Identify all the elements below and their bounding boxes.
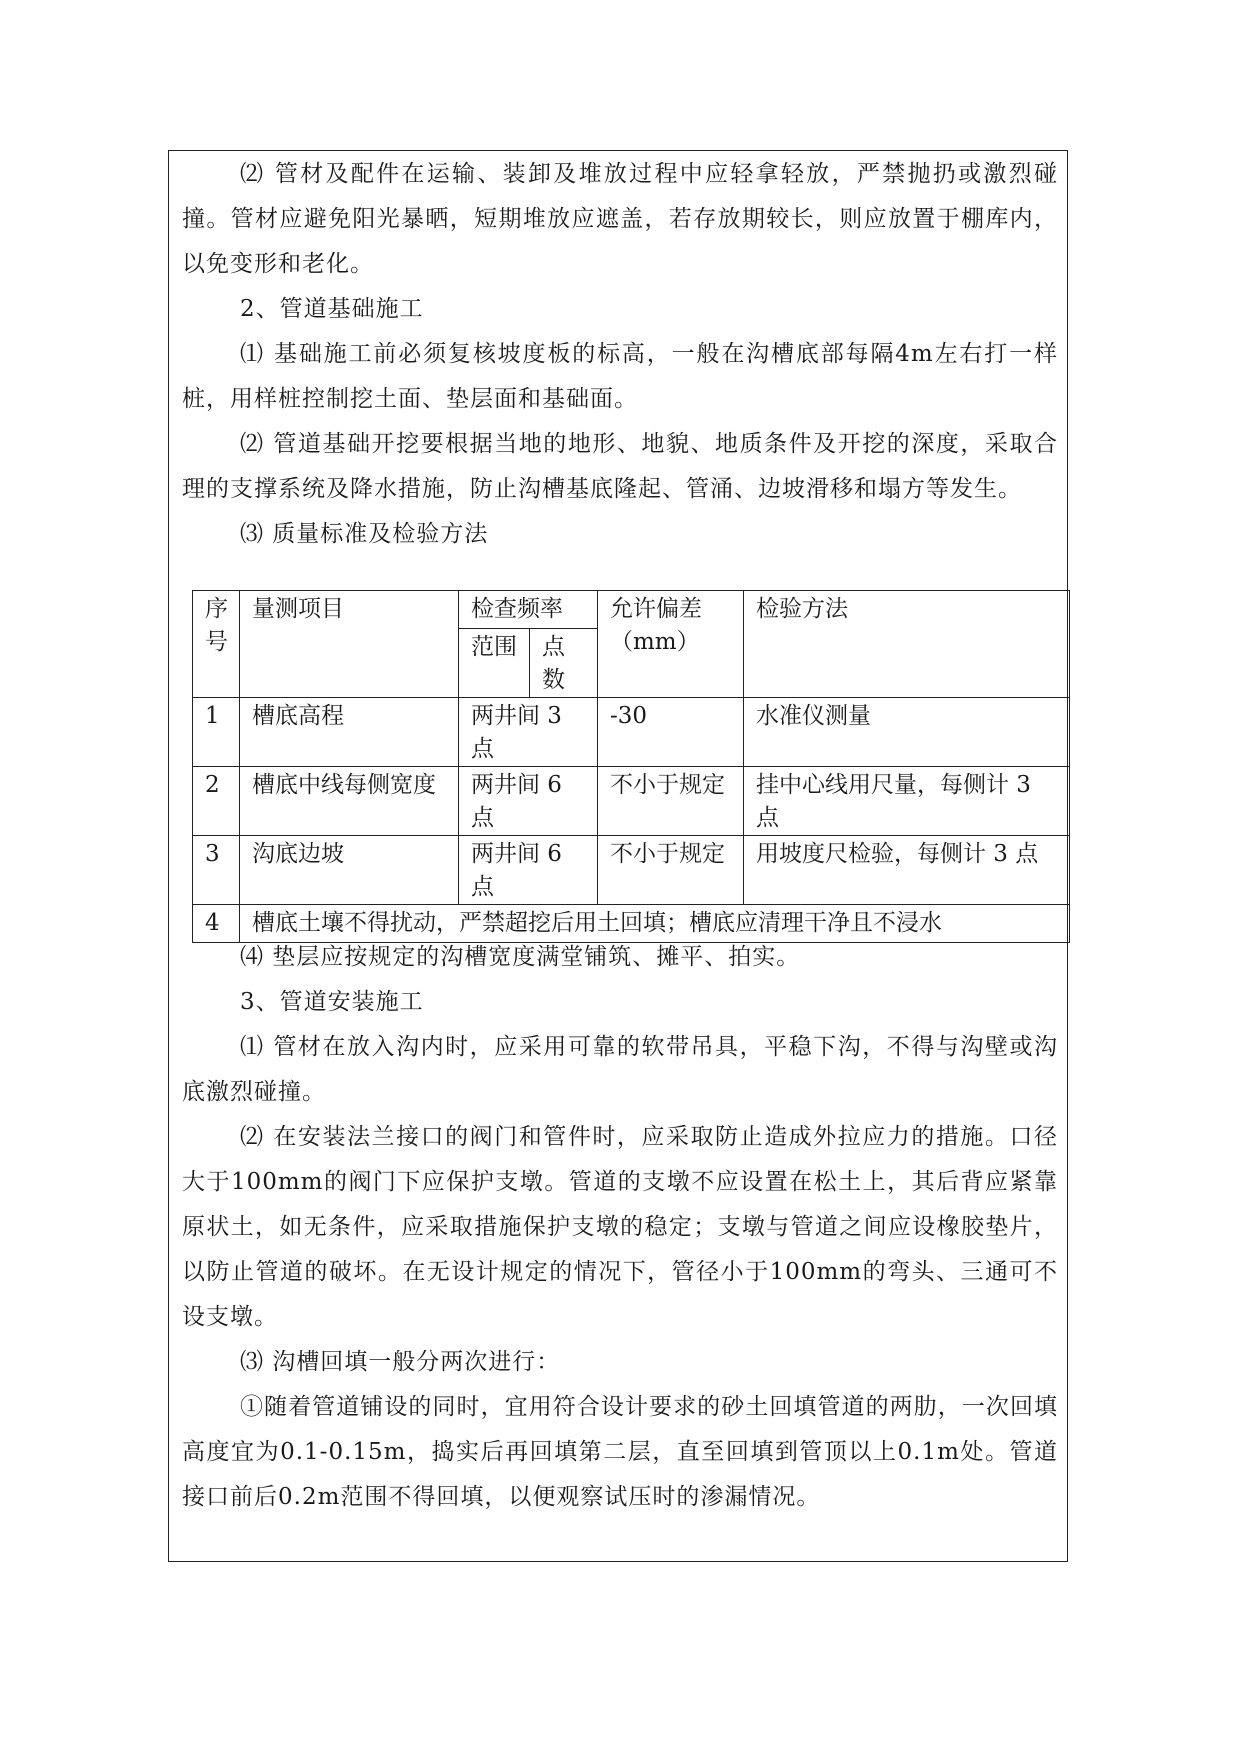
row-note: 槽底土壤不得扰动，严禁超挖后用土回填；槽底应清理干净且不浸水 bbox=[240, 905, 1070, 943]
paragraph-quality-standard: ⑶ 质量标准及检验方法 bbox=[240, 521, 489, 547]
paragraph-pipe-lowering: ⑴ 管材在放入沟内时，应采用可靠的软带吊具，平稳下沟，不得与沟壁或沟底激烈碰撞。 bbox=[182, 1034, 1058, 1105]
table-header-row bbox=[193, 591, 1070, 629]
header-deviation: 允许偏差（mm） bbox=[598, 591, 744, 698]
heading-pipe-installation: 3、管道安装施工 bbox=[240, 989, 424, 1015]
paragraph-flange-valves: ⑵ 在安装法兰接口的阀门和管件时，应采取防止造成外拉应力的措施。口径大于100mm的阀门下应保护支墩。管道的支墩不应设置在松土上，其后背应紧靠原状土，如无条件，应采取措施保护支墩的稳定；支墩与管道之间应设橡胶垫片，以防止管道的破坏。在无设计规定的情况下，管径小于100mm的弯头、三通可不设支墩。 bbox=[182, 1124, 1058, 1330]
table-row bbox=[193, 698, 1070, 767]
row-frequency: 两井间 6 点 bbox=[459, 767, 598, 836]
table-row bbox=[193, 836, 1070, 905]
quality-standard-table bbox=[192, 590, 1070, 943]
row-item: 沟底边坡 bbox=[240, 836, 459, 905]
row-seq: 1 bbox=[193, 698, 240, 767]
row-item: 槽底高程 bbox=[240, 698, 459, 767]
header-range: 范围 bbox=[459, 629, 530, 698]
paragraph-cushion-layer: ⑷ 垫层应按规定的沟槽宽度满堂铺筑、摊平、拍实。 bbox=[240, 944, 801, 970]
row-seq: 4 bbox=[193, 905, 240, 943]
row-deviation: -30 bbox=[598, 698, 744, 767]
header-frequency: 检查频率 bbox=[459, 591, 598, 629]
header-item: 量测项目 bbox=[240, 591, 459, 698]
table-row bbox=[193, 767, 1070, 836]
row-seq: 2 bbox=[193, 767, 240, 836]
header-method: 检验方法 bbox=[744, 591, 1070, 698]
paragraph-foundation-elevation: ⑴ 基础施工前必须复核坡度板的标高，一般在沟槽底部每隔4m左右打一样桩，用样桩控制挖土面、垫层面和基础面。 bbox=[182, 341, 1058, 412]
paragraph-backfill-first: ①随着管道铺设的同时，宜用符合设计要求的砂土回填管道的两肋，一次回填高度宜为0.1-0.15m，捣实后再回填第二层，直至回填到管顶以上0.1m处。管道接口前后0.2m范围不得回填，以便观察试压时的渗漏情况。 bbox=[182, 1394, 1058, 1510]
row-deviation: 不小于规定 bbox=[598, 836, 744, 905]
paragraph-pipe-handling: ⑵ 管材及配件在运输、装卸及堆放过程中应轻拿轻放，严禁抛扔或激烈碰撞。管材应避免阳光暴晒，短期堆放应遮盖，若存放期较长，则应放置于棚库内，以免变形和老化。 bbox=[182, 161, 1058, 277]
row-frequency: 两井间 3 点 bbox=[459, 698, 598, 767]
row-seq: 3 bbox=[193, 836, 240, 905]
row-method: 挂中心线用尺量，每侧计 3 点 bbox=[744, 767, 1070, 836]
row-item: 槽底中线每侧宽度 bbox=[240, 767, 459, 836]
header-seq: 序号 bbox=[193, 591, 240, 698]
heading-pipe-foundation: 2、管道基础施工 bbox=[240, 296, 424, 322]
row-deviation: 不小于规定 bbox=[598, 767, 744, 836]
row-frequency: 两井间 6 点 bbox=[459, 836, 598, 905]
paragraph-foundation-excavation: ⑵ 管道基础开挖要根据当地的地形、地貌、地质条件及开挖的深度，采取合理的支撑系统及降水措施，防止沟槽基底隆起、管涌、边坡滑移和塌方等发生。 bbox=[182, 431, 1058, 502]
row-method: 用坡度尺检验，每侧计 3 点 bbox=[744, 836, 1070, 905]
row-method: 水准仪测量 bbox=[744, 698, 1070, 767]
header-points: 点数 bbox=[530, 629, 598, 698]
paragraph-backfill-intro: ⑶ 沟槽回填一般分两次进行： bbox=[240, 1349, 561, 1375]
